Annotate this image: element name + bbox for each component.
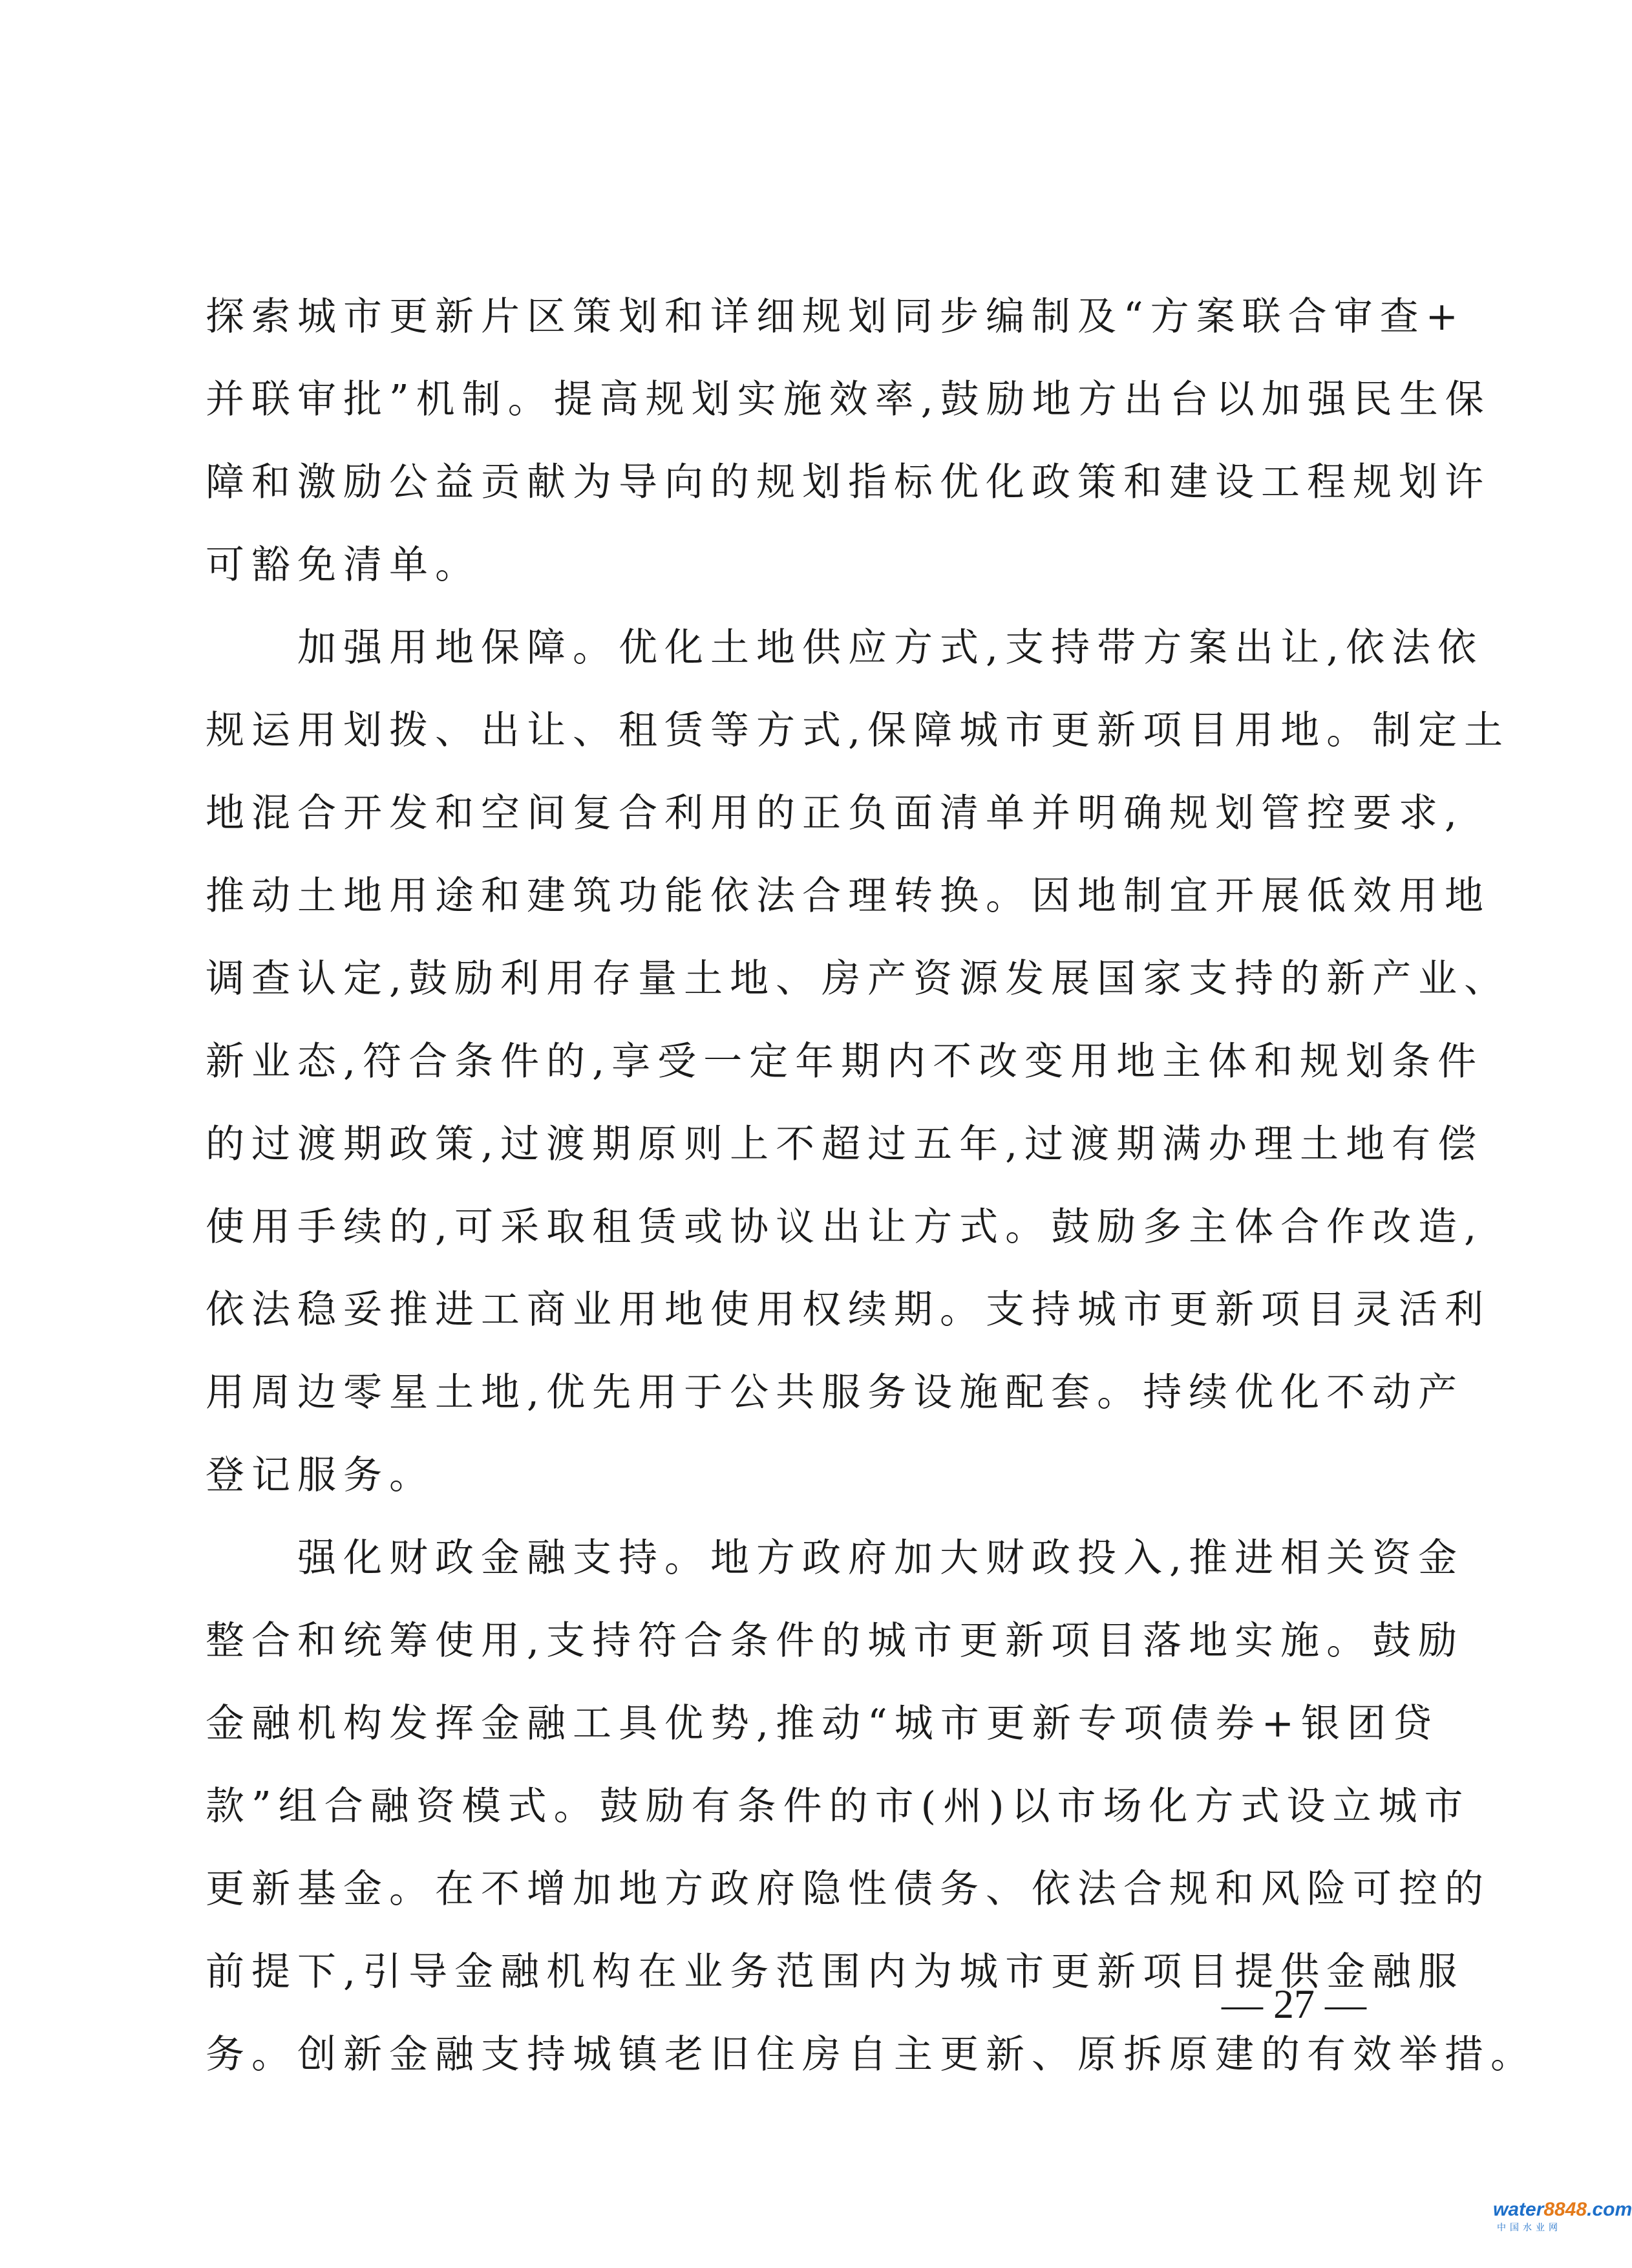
- text-line: 金融机构发挥金融工具优势,推动“城市更新专项债券+银团贷: [206, 1701, 1439, 1746]
- text-line: 依法稳妥推进工商业用地使用权续期。支持城市更新项目灵活利: [206, 1287, 1490, 1332]
- text-line: 并联审批”机制。提高规划实施效率,鼓励地方出台以加强民生保: [206, 377, 1491, 422]
- text-line: 的过渡期政策,过渡期原则上不超过五年,过渡期满办理土地有偿: [206, 1122, 1484, 1167]
- text-line: 推动土地用途和建筑功能依法合理转换。因地制宜开展低效用地: [206, 873, 1490, 919]
- body-text: [206, 275, 1536, 2096]
- text-line: 可豁免清单。: [206, 542, 481, 588]
- text-line: 使用手续的,可采取租赁或协议出让方式。鼓励多主体合作改造,: [206, 1204, 1484, 1250]
- text-line: 规运用划拨、出让、租赁等方式,保障城市更新项目用地。制定土: [206, 708, 1510, 753]
- text-line: 登记服务。: [206, 1453, 435, 1498]
- text-line: 务。创新金融支持城镇老旧住房自主更新、原拆原建的有效举措。: [206, 2032, 1536, 2077]
- watermark-brand-accent: 8848: [1543, 2199, 1587, 2220]
- watermark-brand-suffix: .com: [1587, 2199, 1632, 2220]
- text-line: 探索城市更新片区策划和详细规划同步编制及“方案联合审查+: [206, 294, 1465, 339]
- text-line: 新业态,符合条件的,享受一定年期内不改变用地主体和规划条件: [206, 1039, 1484, 1084]
- text-line: 障和激励公益贡献为导向的规划指标优化政策和建设工程规划许: [206, 460, 1490, 505]
- text-line: 前提下,引导金融机构在业务范围内为城市更新项目提供金融服: [206, 1949, 1465, 1995]
- text-line: 地混合开发和空间复合利用的正负面清单并明确规划管控要求,: [206, 791, 1465, 836]
- text-line: 更新基金。在不增加地方政府隐性债务、依法合规和风险可控的: [206, 1867, 1490, 1912]
- watermark-brand-main: water: [1493, 2199, 1544, 2220]
- watermark-brand-cn: 中国水业网: [1497, 2223, 1562, 2233]
- text-line: 用周边零星土地,优先用于公共服务设施配套。持续优化不动产: [206, 1370, 1465, 1415]
- paragraph-start-line: 强化财政金融支持。地方政府加大财政投入,推进相关资金: [206, 1535, 1465, 1581]
- text-line: 调查认定,鼓励利用存量土地、房产资源发展国家支持的新产业、: [206, 956, 1510, 1001]
- paragraph-start-line: 加强用地保障。优化土地供应方式,支持带方案出让,依法依: [206, 625, 1484, 670]
- page-number: — 27 —: [1222, 1981, 1366, 2027]
- text-line: 整合和统筹使用,支持符合条件的城市更新项目落地实施。鼓励: [206, 1618, 1465, 1664]
- watermark-brand: [1493, 2198, 1632, 2221]
- text-line: 款”组合融资模式。鼓励有条件的市(州)以市场化方式设立城市: [206, 1784, 1470, 1829]
- watermark-logo: [1493, 2198, 1632, 2256]
